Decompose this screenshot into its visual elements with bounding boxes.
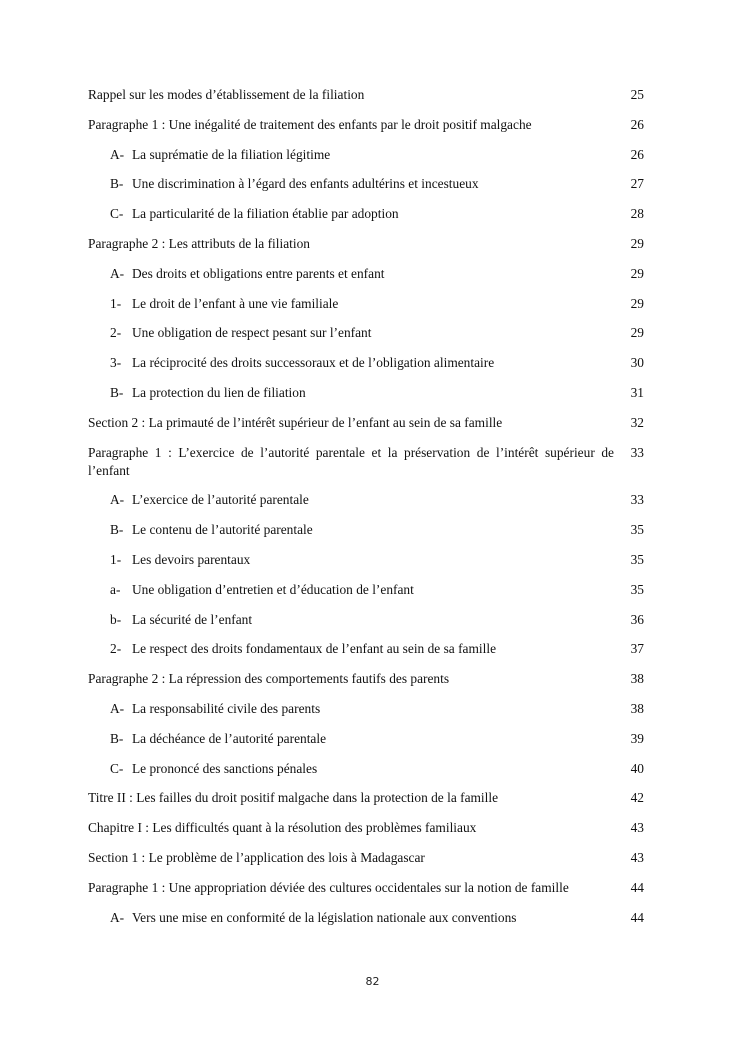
toc-entry-page: 28 — [630, 206, 644, 222]
toc-entry-text — [88, 146, 614, 164]
toc-entry-text — [88, 581, 614, 599]
toc-entry — [88, 265, 644, 283]
toc-entry — [88, 235, 644, 253]
toc-entry — [88, 581, 644, 599]
toc-entry-page: 43 — [630, 849, 644, 865]
toc-entry — [88, 324, 644, 342]
toc-entry — [88, 789, 644, 807]
toc-entry — [88, 146, 644, 164]
toc-entry-text: Chapitre I : Les difficultés quant à la résolution des problèmes familiaux — [88, 820, 477, 836]
toc-entry-text: Section 2 : La primauté de l’intérêt supérieur de l’enfant au sein de sa famille — [88, 414, 503, 430]
toc-entry-marker: B- — [110, 176, 124, 192]
toc-entry-marker: B- — [110, 384, 124, 400]
toc-entry-marker: A- — [110, 909, 125, 925]
toc-entry-text — [88, 730, 614, 748]
toc-entry-label: La réciprocité des droits successoraux et de l’obligation alimentaire — [132, 355, 495, 371]
toc-entry-page: 38 — [630, 700, 644, 716]
toc-entry-page: 38 — [630, 671, 644, 687]
toc-entry-text: Paragraphe 1 : Une appropriation déviée des cultures occidentales sur la notion de famille — [88, 879, 569, 895]
toc-entry-page: 37 — [630, 641, 644, 657]
toc-entry-page: 44 — [630, 879, 644, 895]
toc-entry — [88, 730, 644, 748]
toc-entry-label: Les devoirs parentaux — [132, 551, 251, 567]
toc-entry-marker: 2- — [110, 325, 122, 341]
toc-entry — [88, 295, 644, 313]
toc-entry-text — [88, 265, 614, 283]
toc-entry-label: Le respect des droits fondamentaux de l’enfant au sein de sa famille — [132, 641, 497, 657]
toc-entry-label: La sécurité de l’enfant — [132, 611, 253, 627]
toc-entry-marker: A- — [110, 492, 125, 508]
toc-entry-label: Le prononcé des sanctions pénales — [132, 760, 318, 776]
toc-entry-text — [88, 700, 614, 718]
toc-entry-label: Le droit de l’enfant à une vie familiale — [132, 295, 339, 311]
toc-entry-label: Une discrimination à l’égard des enfants adultérins et incestueux — [132, 176, 479, 192]
toc-entry-page: 29 — [630, 265, 644, 281]
toc-entry — [88, 205, 644, 223]
toc-entry-text — [88, 384, 614, 402]
toc-entry-label: Une obligation de respect pesant sur l’enfant — [132, 325, 372, 341]
toc-entry-page: 35 — [630, 551, 644, 567]
toc-entry-marker: C- — [110, 760, 124, 776]
toc-entry — [88, 670, 644, 688]
toc-entry-page: 33 — [630, 444, 644, 460]
toc-entry-label: La suprématie de la filiation légitime — [132, 146, 331, 162]
toc-entry-page: 29 — [630, 235, 644, 251]
toc-entry-page: 25 — [630, 87, 644, 102]
toc-entry — [88, 640, 644, 658]
toc-entry — [88, 521, 644, 539]
toc-entry-page: 39 — [630, 730, 644, 746]
toc-entry-page: 33 — [630, 492, 644, 508]
toc-entry-label: Le contenu de l’autorité parentale — [132, 522, 313, 538]
toc-entry-page: 42 — [630, 790, 644, 806]
toc-entry-text — [88, 205, 614, 223]
toc-entry-marker: 2- — [110, 641, 122, 657]
toc-entry-page: 32 — [630, 414, 644, 430]
toc-entry — [88, 551, 644, 569]
toc-entry-text — [88, 760, 614, 778]
toc-entry-text: Paragraphe 1 : L’exercice de l’autorité parentale et la préservation de l’intérêt supérieur de l’enfant — [88, 444, 614, 478]
toc-entry-marker: 3- — [110, 355, 122, 371]
toc-entry — [88, 849, 644, 867]
toc-entry-page: 29 — [630, 295, 644, 311]
toc-entry-text: Titre II : Les failles du droit positif malgache dans la protection de la famille — [88, 790, 499, 806]
toc-entry — [88, 444, 644, 480]
toc-entry-label: Une obligation d’entretien et d’éducation de l’enfant — [132, 581, 414, 597]
toc-entry-text: Rappel sur les modes d’établissement de la filiation — [88, 87, 365, 102]
toc-entry-marker: A- — [110, 265, 125, 281]
toc-entry-label: La particularité de la filiation établie par adoption — [132, 206, 399, 222]
toc-entry — [88, 760, 644, 778]
toc-entry-marker: A- — [110, 146, 125, 162]
toc-entry-page: 30 — [630, 355, 644, 371]
toc-entry-text — [88, 175, 614, 193]
toc-entry-text: Section 1 : Le problème de l’application des lois à Madagascar — [88, 849, 425, 865]
toc-entry — [88, 700, 644, 718]
toc-entry-label: La responsabilité civile des parents — [132, 700, 321, 716]
toc-entry-page: 26 — [630, 116, 644, 132]
toc-entry-page: 43 — [630, 820, 644, 836]
toc-entry — [88, 491, 644, 509]
toc-entry — [88, 384, 644, 402]
toc-entry-text — [88, 521, 614, 539]
toc-entry-text — [88, 909, 614, 927]
toc-entry-page: 35 — [630, 522, 644, 538]
toc-entry-page: 40 — [630, 760, 644, 776]
toc-entry-page: 44 — [630, 909, 644, 925]
toc-entry-label: La protection du lien de filiation — [132, 384, 306, 400]
table-of-contents — [88, 86, 644, 938]
toc-entry-marker: 1- — [110, 295, 122, 311]
toc-entry-page: 27 — [630, 176, 644, 192]
toc-entry-text: Paragraphe 1 : Une inégalité de traitement des enfants par le droit positif malgache — [88, 116, 532, 132]
toc-entry-label: Des droits et obligations entre parents et enfant — [132, 265, 385, 281]
toc-entry-marker: b- — [110, 611, 122, 627]
toc-entry-page: 35 — [630, 581, 644, 597]
toc-entry — [88, 909, 644, 927]
toc-entry-marker: B- — [110, 522, 124, 538]
toc-entry — [88, 414, 644, 432]
toc-entry-page: 26 — [630, 146, 644, 162]
toc-entry-text: Paragraphe 2 : La répression des comportements fautifs des parents — [88, 671, 450, 687]
toc-entry-label: Vers une mise en conformité de la législation nationale aux conventions — [132, 909, 517, 925]
toc-entry — [88, 175, 644, 193]
toc-entry-text — [88, 295, 614, 313]
toc-entry-text — [88, 354, 614, 372]
toc-entry-marker: 1- — [110, 551, 122, 567]
page-number: 82 — [365, 975, 380, 988]
toc-entry-text — [88, 611, 614, 629]
toc-entry — [88, 354, 644, 372]
toc-entry — [88, 116, 644, 134]
toc-entry-text — [88, 640, 614, 658]
toc-entry — [88, 819, 644, 837]
toc-entry-page: 31 — [630, 384, 644, 400]
toc-entry-label: L’exercice de l’autorité parentale — [132, 492, 309, 508]
toc-entry — [88, 879, 644, 897]
toc-entry-page: 36 — [630, 611, 644, 627]
toc-entry-label: La déchéance de l’autorité parentale — [132, 730, 327, 746]
toc-entry-marker: a- — [110, 581, 121, 597]
toc-entry-page: 29 — [630, 325, 644, 341]
toc-entry — [88, 611, 644, 629]
toc-entry-marker: B- — [110, 730, 124, 746]
toc-entry — [88, 86, 644, 104]
toc-entry-marker: C- — [110, 206, 124, 222]
toc-entry-text: Paragraphe 2 : Les attributs de la filiation — [88, 235, 310, 251]
toc-entry-text — [88, 551, 614, 569]
toc-entry-text — [88, 491, 614, 509]
toc-entry-marker: A- — [110, 700, 125, 716]
toc-entry-text — [88, 324, 614, 342]
